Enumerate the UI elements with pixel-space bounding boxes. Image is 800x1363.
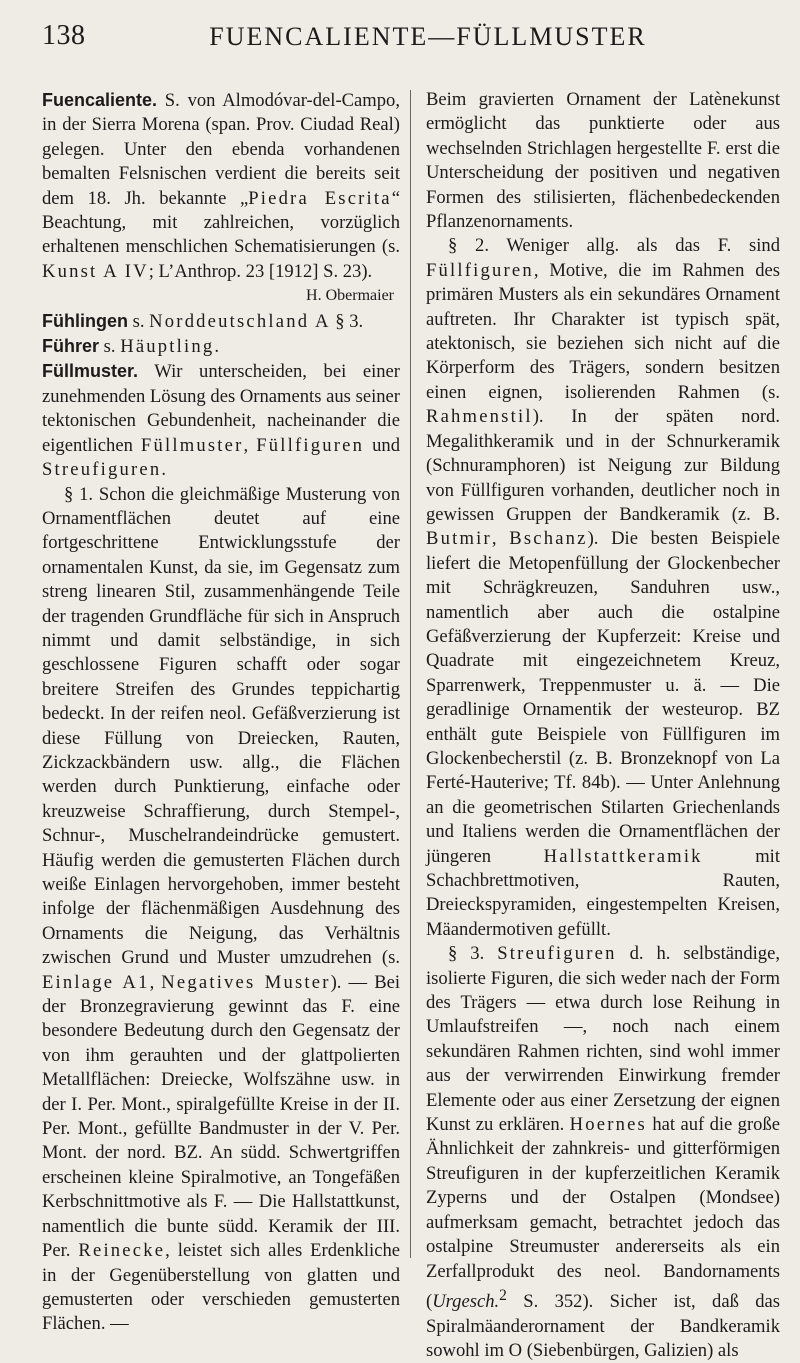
right-column bbox=[426, 88, 780, 1363]
entry-text: . bbox=[161, 459, 166, 481]
paragraph-text: § 1. Schon die gleichmäßige Musterung von Ornamentflächen deutet auf eine fortgeschrittene Entwicklungsstufe der ornamentalen Kunst, da sie, im Gegensatz zum streng linearen Stil, zusammenhängende Teile der tragenden Grundfläche für sich in Anspruch nimmt und damit selbständige, in sich geschlossene Figuren schafft oder sogar breitere Streifen des Grundes teppichartig bedeckt. In der reifen neol. Gefäßverzierung ist diese Füllung von Dreiecken, Rauten, Zickzackbändern usw. allg., die Flächen werden durch Punktierung, einfache oder kreuzweise Schraffierung, durch Stempel-, Schnur-, Muschelrandeindrücke gemustert. Häufig werden die gemusterten Flächen durch weiße Einlagen hervorgehoben, immer besteht infolge der flächenmäßigen Ausdehnung des Ornaments die Neigung, das Verhältnis zwischen Grund und Muster umzudrehen (s. bbox=[42, 483, 400, 969]
entry-text: “ Beachtung, mit zahlreichen, vorzüglich erhaltenen menschlichen Schematisierungen (s. bbox=[42, 187, 400, 258]
cross-reference: Rahmenstil bbox=[426, 406, 533, 428]
entry-text: und bbox=[364, 434, 401, 456]
entry-text: S. von Almodóvar-del-Campo, in der Sierra Morena (span. Prov. Ciudad Real) gelegen. Unter den ebenda vorhandenen bemalten Felsnischen verdient die bereits seit dem 18. Jh. bekannte „ bbox=[42, 90, 400, 209]
entry-text: s. bbox=[99, 336, 121, 358]
paragraph-text: hat auf die große Ähnlichkeit der zahnkreis- und gitterförmigen Streufiguren in der kupferzeitlichen Keramik Zyperns und der Ostalpen (Mondsee) aufmerksam gemacht, betrachtet jedoch das ostalpine Streumuster andererseits als ein Zerfallprodukt des neol. Bandornaments ( bbox=[426, 1114, 780, 1313]
entry-text: , bbox=[243, 434, 257, 456]
paragraph-text: mit Schachbrettmotiven, Rauten, Dreieckspyramiden, eingestempelten Kreisen, Mäandermotiven gefüllt. bbox=[426, 845, 780, 940]
paragraph-text: , bbox=[491, 528, 510, 550]
cited-author: Hoernes bbox=[569, 1114, 647, 1136]
cross-reference: Kunst A IV bbox=[42, 260, 149, 282]
paragraph-text: , leistet sich alles Erdenkliche in der Gegenüberstellung von glatten und gemusterten oder verschieden gemusterten Flächen. — bbox=[42, 1240, 400, 1335]
paragraph-text: § 3. bbox=[448, 943, 498, 965]
spaced-term: Streufiguren bbox=[42, 459, 162, 481]
paragraph-text: S. 352). Sicher ist, daß das Spiralmäanderornament der Bandkeramik sowohl im O (Siebenbürgen, Galizien) als bbox=[426, 1291, 780, 1361]
section-2-paragraph bbox=[426, 234, 780, 942]
cross-reference: Bschanz bbox=[509, 528, 588, 550]
running-title: FUENCALIENTE—FÜLLMUSTER bbox=[209, 22, 647, 51]
cross-reference: Butmir bbox=[426, 528, 492, 550]
spaced-term: Streufiguren bbox=[497, 943, 617, 965]
lemma-fuellmuster: Füllmuster. bbox=[42, 361, 139, 382]
entry-text: . bbox=[214, 336, 220, 358]
continued-paragraph bbox=[426, 88, 780, 234]
paragraph-text: ). — Bei der Bronzegravierung gewinnt das F. eine besondere Bedeutung durch den Gegensatz der von ihm gerauhten und der glattpolierten Metallflächen: Dreiecke, Wolfszähne usw. in der I. Per. Mont., spiralgefüllte Kreise in der II. Per. Mont., gefüllte Bandmuster in der V. Per. Mont. der nord. BZ. An südd. Schwertgriffen erscheinen kleine Spiralmotive, an Tongefäßen Kerbschnittmotive als F. — Die Hallstattkunst, namentlich die bunte südd. Keramik der III. Per. bbox=[42, 971, 401, 1262]
cross-reference: Negatives Muster bbox=[161, 971, 331, 993]
cross-reference: Norddeutschland A bbox=[149, 310, 331, 332]
entry-fuellmuster bbox=[42, 359, 400, 482]
section-3-paragraph bbox=[426, 942, 780, 1363]
paragraph-text: § 2. Weniger allg. als das F. sind bbox=[448, 235, 780, 257]
entry-text: § 3. bbox=[330, 310, 364, 332]
cross-reference: Häuptling bbox=[120, 336, 215, 358]
paragraph-text: d. h. selbständige, isolierte Figuren, die sich weder nach der Form des Trägers — etwa durch lose Reihung in Umlaufstreifen —, noch nach einem sekundären Rahmen richten, sind wohl immer aus der verwirrenden Einwirkung fremder Elemente oder aus einer Zersetzung der eignen Kunst zu erklären. bbox=[426, 943, 780, 1136]
cited-work: Urgesch. bbox=[432, 1291, 500, 1313]
page-header bbox=[42, 20, 774, 60]
spaced-term: Füllfiguren bbox=[426, 259, 534, 281]
spaced-term: Füllfiguren bbox=[256, 434, 365, 456]
spaced-term: Füllmuster bbox=[140, 434, 244, 456]
page-number: 138 bbox=[42, 20, 86, 51]
entry-text: ; L’Anthrop. 23 [1912] S. 23). bbox=[148, 260, 373, 282]
cross-reference: Einlage A1 bbox=[42, 971, 150, 993]
paragraph-text: , bbox=[149, 971, 162, 993]
paragraph-text: ). Die besten Beispiele liefert die Metopenfüllung der Glockenbecher mit Schrägkreuzen, Sanduhren usw., namentlich aber auch die ostalpine Gefäßverzierung der Kupferzeit: Kreise und Quadrate mit eingezeichnetem Kreuz, Sparrenwerk, Treppenmuster u. ä. — Die geradlinige Ornamentik der westeurop. BZ enthält gute Beispiele von Füllfiguren im Glockenbecherstil (z. B. Bronzeknopf von La Ferté-Hauterive; Tf. 84b). — Unter Anlehnung an die geometrischen Stilarten Griechenlands und Italiens werden die Ornamentflächen der jüngeren bbox=[426, 528, 781, 867]
edition-superscript: 2 bbox=[499, 1286, 507, 1304]
lemma-fuehrer: Führer bbox=[42, 336, 100, 357]
entry-fuehlingen bbox=[42, 309, 400, 334]
author-signature: H. Obermaier bbox=[306, 287, 394, 305]
paragraph-text: Beim gravierten Ornament der Latènekunst ermöglicht das punktierte oder aus wechselnden Strichlagen hergestellte F. erst die Unterscheidung der positiven und negativen Formen des stilisierten, flächenbedeckenden Pflanzenornaments. bbox=[426, 89, 780, 233]
entry-fuehrer bbox=[42, 334, 400, 359]
cross-reference: Hallstattkeramik bbox=[543, 845, 703, 867]
cited-author: Reinecke bbox=[78, 1240, 166, 1262]
paragraph-text: , Motive, die im Rahmen des primären Musters als ein sekundäres Ornament auftreten. Ihr Charakter ist typisch spät, atektonisch, sie beziehen sich nicht auf die Körperform des Trägers, sondern besitzen einen eignen, isolierenden Rahmen (s. bbox=[426, 259, 780, 403]
paragraph-text: ). In der späten nord. Megalithkeramik und in der Schnurkeramik (Schnuramphoren) ist Neigung zur Bildung von Füllfiguren vorhanden, deutlicher noch in gewissen Gruppen der Bandkeramik (z. B. bbox=[426, 406, 780, 525]
entry-fuencaliente bbox=[42, 88, 400, 309]
entry-text: s. bbox=[127, 310, 150, 332]
spaced-term: Piedra Escrita bbox=[248, 187, 392, 209]
entry-text: Wir unterscheiden, bei einer zunehmenden Lösung des Ornaments aus seiner tektonischen Gebundenheit, nacheinander die eigentlichen bbox=[42, 361, 400, 456]
left-column bbox=[42, 88, 400, 1337]
column-divider bbox=[410, 90, 411, 1258]
lemma-fuencaliente: Fuencaliente. bbox=[42, 90, 158, 110]
lemma-fuehlingen: Fühlingen bbox=[42, 310, 128, 331]
section-1-paragraph bbox=[42, 483, 400, 1337]
